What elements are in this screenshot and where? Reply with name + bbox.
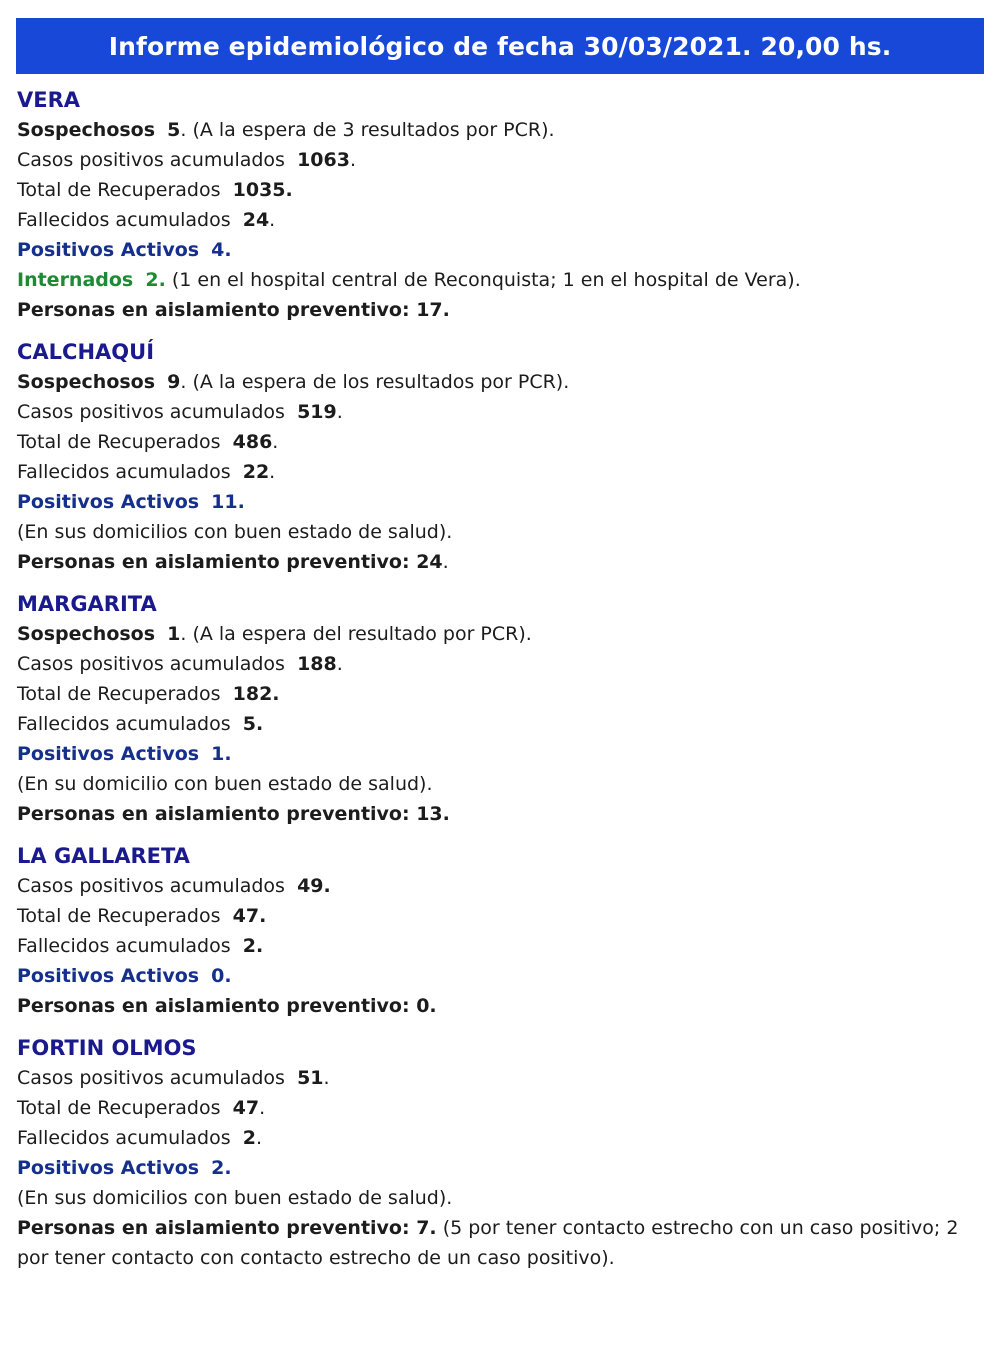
fallecidos-label: Fallecidos acumulados: [17, 461, 231, 483]
fallecidos-line: [17, 931, 987, 961]
activos-line: [17, 235, 987, 265]
sospechosos-line: [17, 115, 987, 145]
sospechosos-value: 1: [167, 623, 181, 645]
section-heading: CALCHAQUÍ: [17, 340, 155, 364]
positivos-value: 51: [297, 1067, 324, 1089]
fallecidos-line: Fallecidos acumulados 24.: [17, 209, 276, 231]
positivos-line: Casos positivos acumulados 188.: [17, 653, 343, 675]
positivos-value: 519: [297, 401, 337, 423]
recuperados-line: Total de Recuperados 47.: [17, 1097, 266, 1119]
fallecidos-label: Fallecidos acumulados: [17, 935, 231, 957]
section-heading: MARGARITA: [17, 592, 157, 616]
fallecidos-label: Fallecidos acumulados: [17, 209, 231, 231]
internados-line: [17, 265, 987, 295]
positivos-line: Casos positivos acumulados 51.: [17, 1067, 330, 1089]
fallecidos-value: 24: [242, 209, 270, 231]
domicilio-note: (En su domicilio con buen estado de salud).: [17, 773, 433, 795]
fallecidos-value: 22: [242, 461, 270, 483]
recuperados-value: 47: [232, 1097, 260, 1119]
section-heading: LA GALLARETA: [17, 844, 190, 868]
aislamiento-line: Personas en aislamiento preventivo: 17.: [17, 299, 450, 321]
section-fortin-olmos: [17, 1033, 987, 1273]
positivos-label: Casos positivos acumulados: [17, 401, 285, 423]
activos-label: Positivos Activos: [17, 743, 200, 765]
recuperados-value: 486: [232, 431, 273, 453]
aislamiento-label: Personas en aislamiento preventivo: 7.: [17, 1217, 437, 1239]
section-vera: [17, 85, 987, 325]
recuperados-label: Total de Recuperados: [17, 683, 221, 705]
domicilio-note: (En sus domicilios con buen estado de salud).: [17, 1187, 453, 1209]
aislamiento-line: Personas en aislamiento preventivo: 13.: [17, 803, 450, 825]
sospechosos-label: Sospechosos: [17, 119, 156, 141]
recuperados-value: 47.: [232, 905, 267, 927]
report-body: [17, 85, 987, 1285]
activos-label: Positivos Activos: [17, 239, 200, 261]
fallecidos-label: Fallecidos acumulados: [17, 713, 231, 735]
positivos-line: [17, 871, 987, 901]
sospechosos-line: [17, 619, 987, 649]
section-calchaqui: [17, 337, 987, 577]
internados-label: Internados: [17, 269, 134, 291]
activos-label: Positivos Activos: [17, 1157, 200, 1179]
internados-note: (1 en el hospital central de Reconquista; 1 en el hospital de Vera).: [171, 269, 801, 291]
positivos-value: 188: [297, 653, 337, 675]
section-margarita: [17, 589, 987, 829]
fallecidos-value: 5.: [242, 713, 264, 735]
sospechosos-label: Sospechosos: [17, 623, 156, 645]
recuperados-line: [17, 679, 987, 709]
recuperados-label: Total de Recuperados: [17, 431, 221, 453]
fallecidos-line: Fallecidos acumulados 2.: [17, 1127, 262, 1149]
sospechosos-line: [17, 367, 987, 397]
positivos-line: Casos positivos acumulados 519.: [17, 401, 343, 423]
recuperados-label: Total de Recuperados: [17, 179, 221, 201]
aislamiento-end: .: [442, 551, 449, 573]
positivos-label: Casos positivos acumulados: [17, 1067, 285, 1089]
activos-value: 2.: [211, 1157, 232, 1179]
section-heading: VERA: [17, 88, 81, 112]
positivos-value: 1063: [297, 149, 350, 171]
activos-value: 1.: [211, 743, 232, 765]
internados-value: 2.: [145, 269, 166, 291]
activos-value: 4.: [211, 239, 232, 261]
sospechosos-value: 5: [167, 119, 181, 141]
positivos-value: 49.: [297, 875, 331, 897]
aislamiento-note: (5 por tener contacto estrecho con un caso positivo; 2 por tener contacto con contacto estrecho de un caso positivo).: [17, 1217, 959, 1269]
activos-label: Positivos Activos: [17, 965, 200, 987]
positivos-label: Casos positivos acumulados: [17, 149, 285, 171]
positivos-line: Casos positivos acumulados 1063.: [17, 149, 356, 171]
fallecidos-line: Fallecidos acumulados 22.: [17, 461, 276, 483]
recuperados-line: [17, 175, 987, 205]
sospechosos-label: Sospechosos: [17, 371, 156, 393]
sospechosos-note: . (A la espera de 3 resultados por PCR).: [180, 119, 555, 141]
section-heading: FORTIN OLMOS: [17, 1036, 197, 1060]
fallecidos-label: Fallecidos acumulados: [17, 1127, 231, 1149]
aislamiento-label: Personas en aislamiento preventivo: 24: [17, 551, 443, 573]
activos-value: 0.: [211, 965, 232, 987]
recuperados-value: 1035.: [232, 179, 293, 201]
sospechosos-value: 9: [167, 371, 181, 393]
aislamiento-line: [17, 1213, 987, 1273]
sospechosos-note: . (A la espera de los resultados por PCR).: [180, 371, 570, 393]
activos-line: [17, 961, 987, 991]
report-title: Informe epidemiológico de fecha 30/03/2021. 20,00 hs.: [16, 18, 984, 74]
domicilio-note: (En sus domicilios con buen estado de salud).: [17, 521, 453, 543]
aislamiento-line: [17, 547, 987, 577]
fallecidos-line: [17, 709, 987, 739]
sospechosos-note: . (A la espera del resultado por PCR).: [180, 623, 532, 645]
activos-line: [17, 1153, 987, 1183]
fallecidos-value: 2.: [242, 935, 264, 957]
recuperados-label: Total de Recuperados: [17, 905, 221, 927]
activos-value: 11.: [211, 491, 245, 513]
activos-label: Positivos Activos: [17, 491, 200, 513]
recuperados-label: Total de Recuperados: [17, 1097, 221, 1119]
fallecidos-value: 2: [242, 1127, 256, 1149]
activos-line: [17, 487, 987, 517]
recuperados-line: Total de Recuperados 486.: [17, 431, 279, 453]
activos-line: [17, 739, 987, 769]
section-la-gallareta: [17, 841, 987, 1021]
recuperados-value: 182.: [232, 683, 280, 705]
positivos-label: Casos positivos acumulados: [17, 653, 285, 675]
positivos-label: Casos positivos acumulados: [17, 875, 285, 897]
recuperados-line: [17, 901, 987, 931]
aislamiento-line: Personas en aislamiento preventivo: 0.: [17, 995, 437, 1017]
